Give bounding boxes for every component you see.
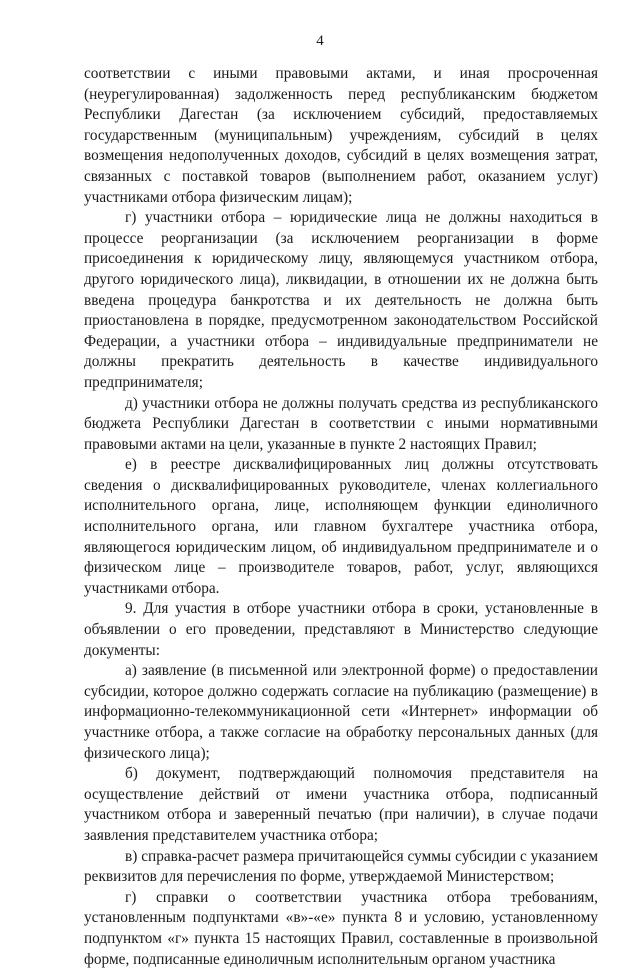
- paragraph-continuation: соответствии с иными правовыми актами, и иная просроченная (неурегулированная) задолженность перед республиканским бюджетом Республики Дагестан (за исключением субсидий, предоставляемых государственным (муниципальным) учреждениям, субсидий в целях возмещения недополученных доходов, субсидий в целях возмещения затрат, связанных с поставкой товаров (выполнением работ, оказанием услуг) участниками отбора физическим лицам);: [84, 65, 598, 206]
- paragraph-doc-v: в) справка-расчет размера причитающейся суммы субсидии с указанием реквизитов для перечисления по форме, утверждаемой Министерством;: [84, 847, 598, 886]
- paragraph-item-g: г) участники отбора – юридические лица не должны находиться в процессе реорганизации (за исключением реорганизации в форме присоединения к юридическому лицу, являющемуся участником отбора, другого юридического лица), ликвидации, в отношении их не должна быть введена процедура банкротства и их деятельность не должна быть приостановлена в порядке, предусмотренном законодательством Российской Федерации, а участники отбора – индивидуальные предприниматели не должны прекратить деятельность в качестве индивидуального предпринимателя;: [84, 209, 598, 391]
- document-body: [84, 64, 598, 970]
- paragraph-doc-g: г) справки о соответствии участника отбора требованиям, установленным подпунктами «в»-«е» пункта 8 и условию, установленному подпунктом «г» пункта 15 настоящих Правил, составленные в произвольной форме, подписанные единоличным исполнительным органом участника: [84, 888, 598, 968]
- paragraph-doc-b: б) документ, подтверждающий полномочия представителя на осуществление действий от имени участника отбора, подписанный участником отбора и заверенный печатью (при наличии), в случае подачи заявления представителем участника отбора;: [84, 765, 598, 844]
- page-number: 4: [316, 33, 324, 49]
- paragraph-clause-9: 9. Для участия в отборе участники отбора в сроки, установленные в объявлении о его проведении, представляют в Министерство следующие документы:: [84, 600, 598, 659]
- paragraph-item-e: е) в реестре дисквалифицированных лиц должны отсутствовать сведения о дисквалифицированных руководителе, членах коллегиального исполнительного органа, лице, исполняющем функции единоличного исполнительного органа, или главном бухгалтере участника отбора, являющегося юридическим лицом, об индивидуальном предпринимателе и о физическом лице – производителе товаров, работ, услуг, являющихся участниками отбора.: [84, 456, 598, 597]
- paragraph-doc-a: а) заявление (в письменной или электронной форме) о предоставлении субсидии, которое должно содержать согласие на публикацию (размещение) в информационно-телекоммуникационной сети «Интернет» информации об участнике отбора, а также согласие на обработку персональных данных (для физического лица);: [84, 662, 598, 762]
- paragraph-item-d: д) участники отбора не должны получать средства из республиканского бюджета Республики Дагестан в соответствии с иными нормативными правовыми актами на цели, указанные в пункте 2 настоящих Правил;: [84, 394, 598, 453]
